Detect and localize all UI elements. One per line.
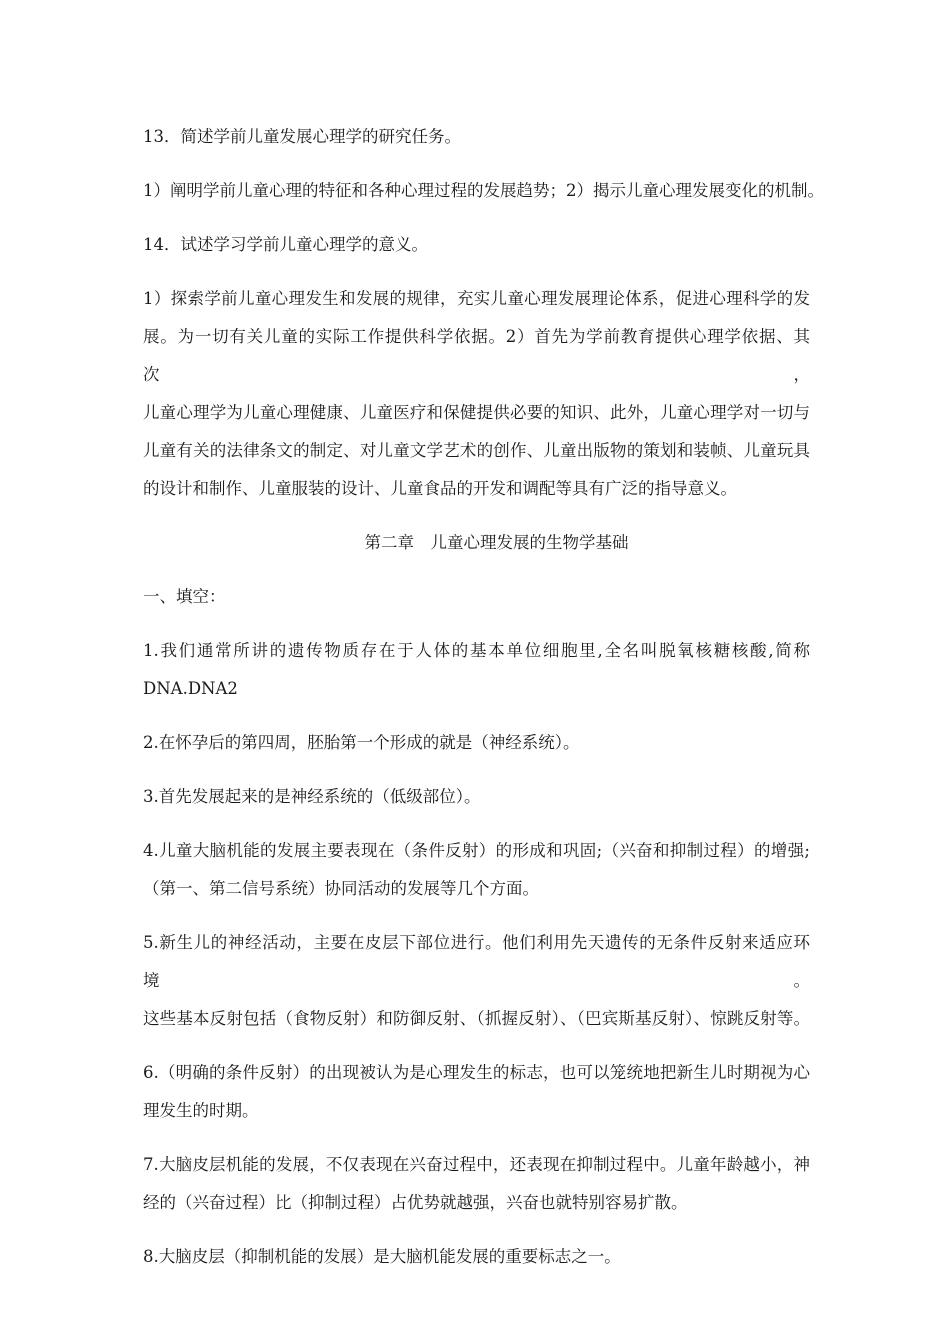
list-item xyxy=(143,1146,810,1222)
item-line: 理发生的时期。 xyxy=(143,1101,259,1120)
list-item xyxy=(143,1054,810,1130)
answer-line: 展。为一切有关儿童的实际工作提供科学依据。2）首先为学前教育提供心理学依据、其次， xyxy=(143,327,810,384)
question-13-title: 13．简述学前儿童发展心理学的研究任务。 xyxy=(143,127,461,146)
answer-line: 儿童有关的法律条文的制定、对儿童文学艺术的创作、儿童出版物的策划和装帧、儿童玩具 xyxy=(143,441,810,460)
document-page xyxy=(143,118,824,1276)
item-line: 4.儿童大脑机能的发展主要表现在（条件反射）的形成和巩固;（兴奋和抑制过程）的增强; xyxy=(143,841,810,860)
answer-line: 儿童心理学为儿童心理健康、儿童医疗和保健提供必要的知识、此外，儿童心理学对一切与 xyxy=(143,403,810,422)
item-line: 5.新生儿的神经活动，主要在皮层下部位进行。他们利用先天遗传的无条件反射来适应环境。 xyxy=(143,933,810,990)
list-item xyxy=(143,1238,810,1276)
answer-line: 1）探索学前儿童心理发生和发展的规律，充实儿童心理发展理论体系，促进心理科学的发 xyxy=(143,289,810,308)
item-line: 2.在怀孕后的第四周，胚胎第一个形成的就是（神经系统）。 xyxy=(143,733,580,752)
item-line: 6.（明确的条件反射）的出现被认为是心理发生的标志，也可以笼统地把新生儿时期视为心 xyxy=(143,1063,810,1082)
list-item xyxy=(143,724,810,762)
list-item xyxy=(143,778,810,816)
chapter-title: 第二章 儿童心理发展的生物学基础 xyxy=(364,533,629,552)
section-title: 一、填空： xyxy=(143,587,226,606)
question-14-title: 14．试述学习学前儿童心理学的意义。 xyxy=(143,235,428,254)
item-line: 8.大脑皮层（抑制机能的发展）是大脑机能发展的重要标志之一。 xyxy=(143,1247,621,1266)
item-line: 7.大脑皮层机能的发展，不仅表现在兴奋过程中，还表现在抑制过程中。儿童年龄越小，神 xyxy=(143,1155,810,1174)
item-line: DNA.DNA2 xyxy=(143,679,238,698)
list-item xyxy=(143,632,810,708)
answer-line: 的设计和制作、儿童服装的设计、儿童食品的开发和调配等具有广泛的指导意义。 xyxy=(143,479,737,498)
item-line: 1.我们通常所讲的遗传物质存在于人体的基本单位细胞里,全名叫脱氧核糖核酸,简称 xyxy=(143,641,810,660)
item-line: 经的（兴奋过程）比（抑制过程）占优势就越强，兴奋也就特别容易扩散。 xyxy=(143,1193,688,1212)
question-14-answer xyxy=(143,280,810,508)
item-line: 3.首先发展起来的是神经系统的（低级部位）。 xyxy=(143,787,481,806)
item-line: （第一、第二信号系统）协同活动的发展等几个方面。 xyxy=(143,879,539,898)
list-item xyxy=(143,832,810,908)
list-item xyxy=(143,924,810,1038)
question-13-answer: 1）阐明学前儿童心理的特征和各种心理过程的发展趋势；2）揭示儿童心理发展变化的机制。 xyxy=(143,181,824,200)
item-line: 这些基本反射包括（食物反射）和防御反射、（抓握反射）、（巴宾斯基反射）、惊跳反射等。 xyxy=(143,1009,810,1028)
